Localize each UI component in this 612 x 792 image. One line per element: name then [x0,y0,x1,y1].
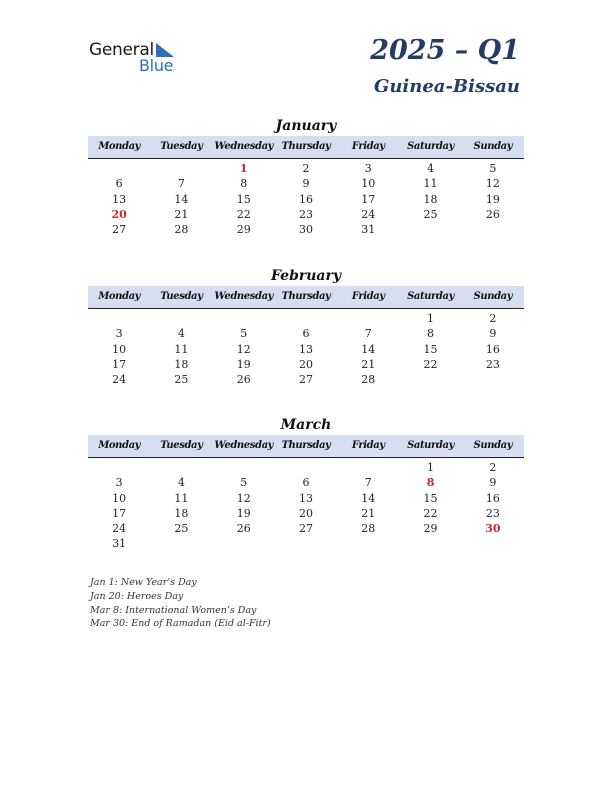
date-cell [88,311,150,326]
date-cell [150,460,212,475]
date-cell: 9 [302,177,310,191]
week-row [88,506,524,521]
date-cell: 20 [298,506,313,520]
date-cell: 3 [364,162,372,175]
date-cell: 10 [112,491,127,505]
date-cell [150,536,212,551]
date-cell: 23 [485,506,500,520]
date-cell [150,311,212,326]
page-title: 2025 – Q1 [370,35,520,66]
date-cell: 1 [427,461,435,474]
date-cell: 30 [298,223,313,237]
date-cell: 1 [427,312,435,325]
date-cell: 21 [361,506,376,520]
date-cell: 25 [423,207,438,221]
date-cell: 6 [302,476,310,490]
logo-general-text: General [89,40,154,60]
date-cell: 21 [361,357,376,371]
date-cell [275,536,337,551]
date-cell: 11 [174,491,189,505]
weekday-label: Monday [98,440,141,451]
weekday-label: Wednesday [214,291,274,302]
date-cell: 27 [298,522,313,536]
weekday-label: Monday [98,141,141,152]
date-cell: 15 [423,491,438,505]
weekday-label: Friday [351,291,385,302]
date-cell: 5 [240,476,248,490]
date-cell [88,460,150,475]
date-cell [462,372,524,387]
week-row [88,342,524,357]
date-cell: 19 [236,357,251,371]
date-cell: 5 [240,327,248,341]
date-cell: 17 [361,192,376,206]
date-cell: 18 [423,192,438,206]
week-row [88,192,524,207]
weekday-label: Sunday [473,440,513,451]
week-row [88,161,524,176]
date-cell: 11 [174,342,189,356]
date-cell [399,222,461,237]
date-cell: 20 [298,357,313,371]
week-row [88,475,524,490]
date-cell: 9 [489,327,497,341]
date-cell: 26 [485,207,500,221]
date-cell: 13 [298,342,313,356]
date-cell [399,536,461,551]
date-cell: 12 [236,342,251,356]
month-name: February [270,268,341,284]
week-row [88,207,524,222]
weekday-label: Thursday [281,440,331,451]
weekday-label: Monday [98,291,141,302]
date-cell: 26 [236,522,251,536]
logo-triangle-icon [156,43,174,57]
date-cell: 9 [489,476,497,490]
date-cell: 22 [236,207,251,221]
weekday-label: Saturday [407,291,455,302]
holiday-list [90,576,271,631]
weekday-label: Wednesday [214,141,274,152]
date-cell: 2 [489,312,497,325]
date-cell: 6 [302,327,310,341]
date-cell: 27 [112,223,127,237]
week-row [88,311,524,326]
weekday-header-row [88,435,524,458]
date-cell: 29 [423,522,438,536]
weekday-label: Friday [351,440,385,451]
date-cell: 10 [361,177,376,191]
date-cell: 11 [423,177,438,191]
month-february [88,266,524,387]
date-cell: 16 [485,342,500,356]
date-cell: 28 [361,522,376,536]
date-cell: 13 [298,491,313,505]
date-cell: 8 [427,327,435,341]
month-name: March [280,417,332,433]
date-cell [275,311,337,326]
weekday-label: Tuesday [160,291,203,302]
date-cell: 19 [485,192,500,206]
weekday-label: Wednesday [214,440,274,451]
date-cell [399,372,461,387]
date-cell: 14 [361,491,376,505]
week-row [88,521,524,536]
date-cell: 24 [112,373,127,387]
week-row [88,460,524,475]
date-cell: 18 [174,506,189,520]
weekday-header-row [88,136,524,159]
general-blue-logo [89,40,189,74]
weekday-label: Saturday [407,141,455,152]
holiday-date-cell: 30 [485,522,501,536]
date-cell: 5 [489,162,497,175]
date-cell: 23 [485,357,500,371]
date-cell: 16 [485,491,500,505]
month-january [88,116,524,237]
date-cell: 2 [302,162,310,175]
week-row [88,536,524,551]
weekday-label: Tuesday [160,141,203,152]
holiday-entry: Jan 20: Heroes Day [90,590,184,602]
date-cell: 16 [298,192,313,206]
date-cell [88,161,150,176]
date-cell: 18 [174,357,189,371]
date-cell [150,161,212,176]
date-cell: 14 [174,192,189,206]
date-cell [275,460,337,475]
date-cell: 4 [427,162,435,175]
date-cell: 12 [485,177,500,191]
date-cell: 31 [112,537,127,551]
date-cell: 6 [115,177,123,191]
holiday-date-cell: 1 [239,162,248,175]
date-cell: 14 [361,342,376,356]
date-cell: 7 [364,327,372,341]
date-cell [337,311,399,326]
date-cell: 17 [112,357,127,371]
date-cell: 29 [236,223,251,237]
date-cell: 2 [489,461,497,474]
date-cell: 26 [236,373,251,387]
date-cell: 8 [240,177,248,191]
date-cell: 24 [361,207,376,221]
date-cell: 23 [298,207,313,221]
weekday-label: Thursday [281,291,331,302]
date-cell: 22 [423,357,438,371]
date-cell [462,536,524,551]
date-cell [213,460,275,475]
date-cell: 7 [364,476,372,490]
date-cell: 25 [174,522,189,536]
weekday-header-row [88,286,524,309]
month-march [88,415,524,552]
date-cell [337,460,399,475]
week-row [88,222,524,237]
date-cell [337,536,399,551]
date-cell: 19 [236,506,251,520]
month-name: January [275,118,337,134]
week-row [88,357,524,372]
weekday-label: Saturday [407,440,455,451]
date-cell: 31 [361,223,376,237]
date-cell: 4 [177,327,185,341]
holiday-date-cell: 8 [426,476,435,490]
date-cell: 4 [177,476,185,490]
date-cell: 3 [115,327,123,341]
week-row [88,176,524,191]
date-cell: 28 [174,223,189,237]
holiday-entry: Jan 1: New Year’s Day [90,577,197,588]
weekday-label: Thursday [281,141,331,152]
holiday-entry: Mar 30: End of Ramadan (Eid al-Fitr) [90,618,271,630]
week-row [88,372,524,387]
date-cell: 10 [112,342,127,356]
date-cell [213,536,275,551]
date-cell [213,311,275,326]
date-cell: 7 [177,177,185,191]
weekday-label: Friday [351,141,385,152]
date-cell: 13 [112,192,127,206]
holiday-date-cell: 20 [111,207,127,221]
week-row [88,491,524,506]
weekday-label: Tuesday [160,440,203,451]
weekday-label: Sunday [473,291,513,302]
logo-blue-text: Blue [139,56,174,75]
date-cell: 3 [115,476,123,490]
holiday-entry: Mar 8: International Women’s Day [90,604,257,616]
week-row [88,326,524,341]
date-cell: 22 [423,506,438,520]
date-cell: 17 [112,506,127,520]
date-cell: 28 [361,373,376,387]
date-cell: 12 [236,491,251,505]
date-cell: 21 [174,207,189,221]
date-cell [462,222,524,237]
weekday-label: Sunday [473,141,513,152]
date-cell: 27 [298,373,313,387]
page-subtitle: Guinea-Bissau [373,76,520,97]
date-cell: 15 [236,192,251,206]
date-cell: 15 [423,342,438,356]
date-cell: 24 [112,522,127,536]
date-cell: 25 [174,373,189,387]
